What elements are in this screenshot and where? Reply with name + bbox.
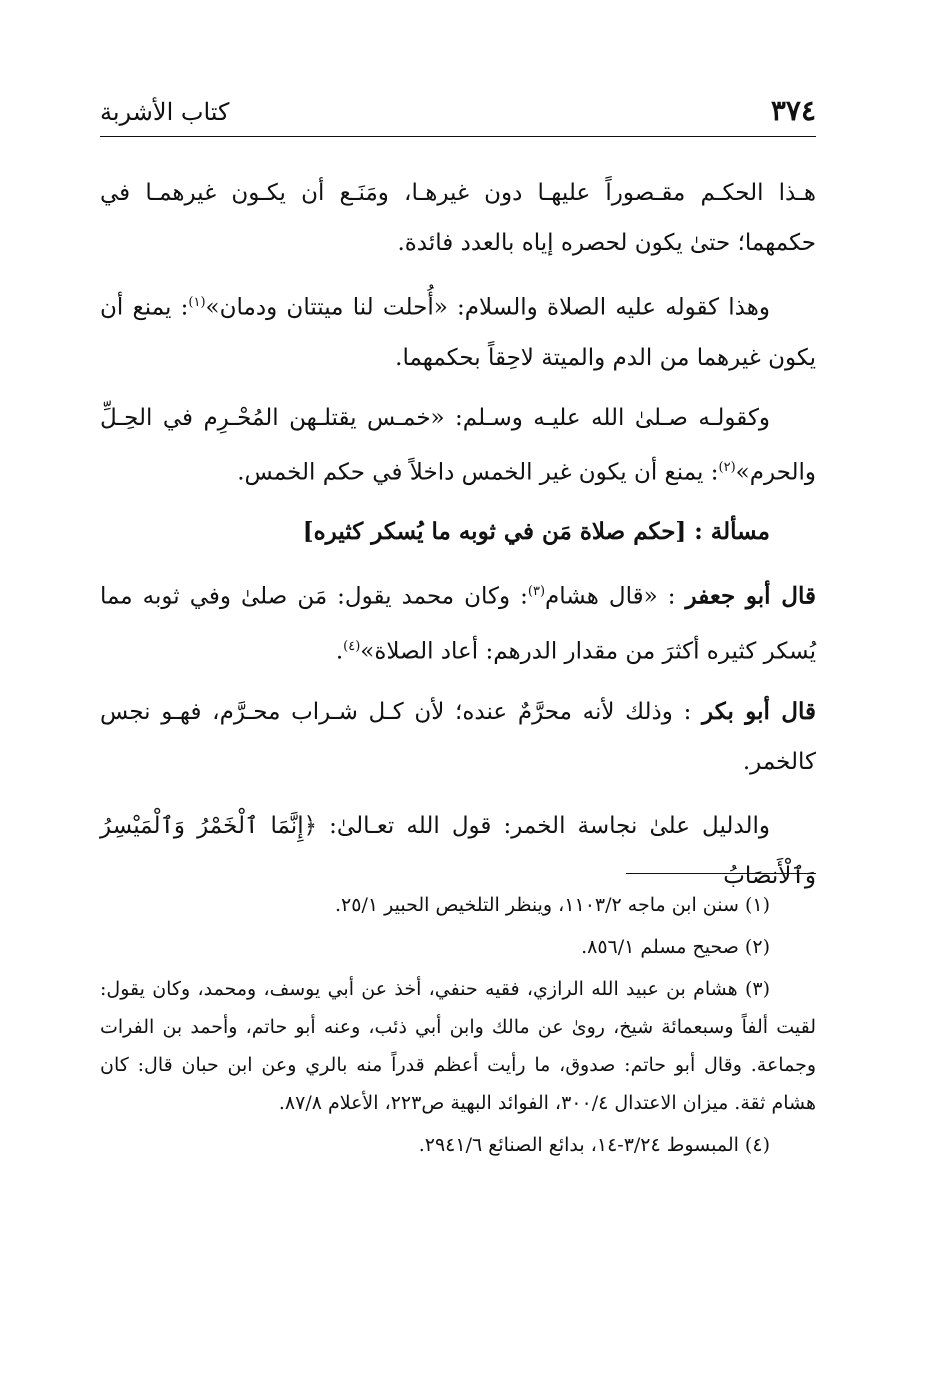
paragraph-2 <box>100 278 816 383</box>
paragraph-2-rest: : يمنع أن يكون غيرهما من الدم والميتة لاحِقاً بحكمهما. <box>100 294 816 371</box>
footnote-ref-1[interactable]: (١) <box>188 295 206 310</box>
main-text <box>100 168 816 911</box>
paragraph-5 <box>100 687 816 787</box>
page-number: ٣٧٤ <box>770 94 816 127</box>
paragraph-5-text: : وذلك لأنه محرَّمٌ عنده؛ لأن كـل شـراب محـرَّم، فهـو نجس كالخمر. <box>100 698 816 775</box>
paragraph-4-text-b: : وكان محمد يقول: مَن صلىٰ وفي ثوبه مما يُسكر كثيره أكثرَ من مقدار الدرهم: أعاد الصلاة» <box>100 583 816 665</box>
paragraph-3 <box>100 393 816 498</box>
page-header <box>100 92 816 137</box>
footnote-ref-2[interactable]: (٢) <box>718 459 736 475</box>
section-heading: مسألة : [حكم صلاة مَن في ثوبه ما يُسكر كثيره] <box>302 518 770 546</box>
footnote-ref-3[interactable]: (٣) <box>527 584 546 600</box>
paragraph-1: هـذا الحكـم مقـصوراً عليهـا دون غيرهـا، ومَنَـع أن يكـون غيرهمـا في حكمهما؛ حتىٰ يكون لحصره إياه بالعدد فائدة. <box>100 180 816 256</box>
paragraph-4-text-a: : «قال هشام <box>545 583 686 610</box>
speaker-abu-jafar: قال أبو جعفر <box>685 582 816 610</box>
paragraph-6: والدليل علىٰ نجاسة الخمر: قول الله تعـالىٰ: ﴿إِنَّمَا ٱلْخَمْرُ وَٱلْمَيْسِرُ وَٱلْأَنصَابُ <box>100 812 816 889</box>
chapter-title: كتاب الأشربة <box>100 98 230 126</box>
footnote-1: (١) سنن ابن ماجه ١١٠٣/٢، وينظر التلخيص الحبير ٢٥/١. <box>335 894 770 916</box>
paragraph-3-rest: : يمنع أن يكون غير الخمس داخلاً في حكم الخمس. <box>237 459 719 486</box>
footnote-2: (٢) صحيح مسلم ٨٥٦/١. <box>581 936 770 958</box>
footnote-3: (٣) هشام بن عبيد الله الرازي، فقيه حنفي، أخذ عن أبي يوسف، ومحمد، وكان يقول: لقيت ألفاً وسبعمائة شيخ، روىٰ عن مالك وابن أبي ذئب، وعنه أبو حاتم، وأحمد بن الفرات وجماعة. وقال أبو حاتم: صدوق، ما رأيت أعظم قدراً منه بالري وعن ابن حبان قال: كان هشام ثقة. ميزان الاعتدال ٣٠٠/٤، الفوائد البهية ص٢٢٣، الأعلام ٨٧/٨. <box>100 978 816 1114</box>
footnote-4: (٤) المبسوط ٣/٢٤-١٤، بدائع الصنائع ٢٩٤١/٦. <box>418 1134 770 1156</box>
footnote-divider <box>626 873 816 874</box>
paragraph-4 <box>100 567 816 676</box>
paragraph-3-text: وكقولـه صـلىٰ الله عليـه وسـلم: «خمـس يقتلـهن المُحْـرِم في الحِـلِّ والحرم» <box>100 404 816 486</box>
footnote-ref-4[interactable]: (٤) <box>343 638 361 654</box>
footnotes <box>100 886 816 1168</box>
paragraph-4-end: . <box>335 638 344 665</box>
paragraph-2-text: وهذا كقوله عليه الصلاة والسلام: «أُحلت لنا ميتتان ودمان» <box>205 294 770 321</box>
speaker-abu-bakr: قال أبو بكر <box>702 697 817 725</box>
